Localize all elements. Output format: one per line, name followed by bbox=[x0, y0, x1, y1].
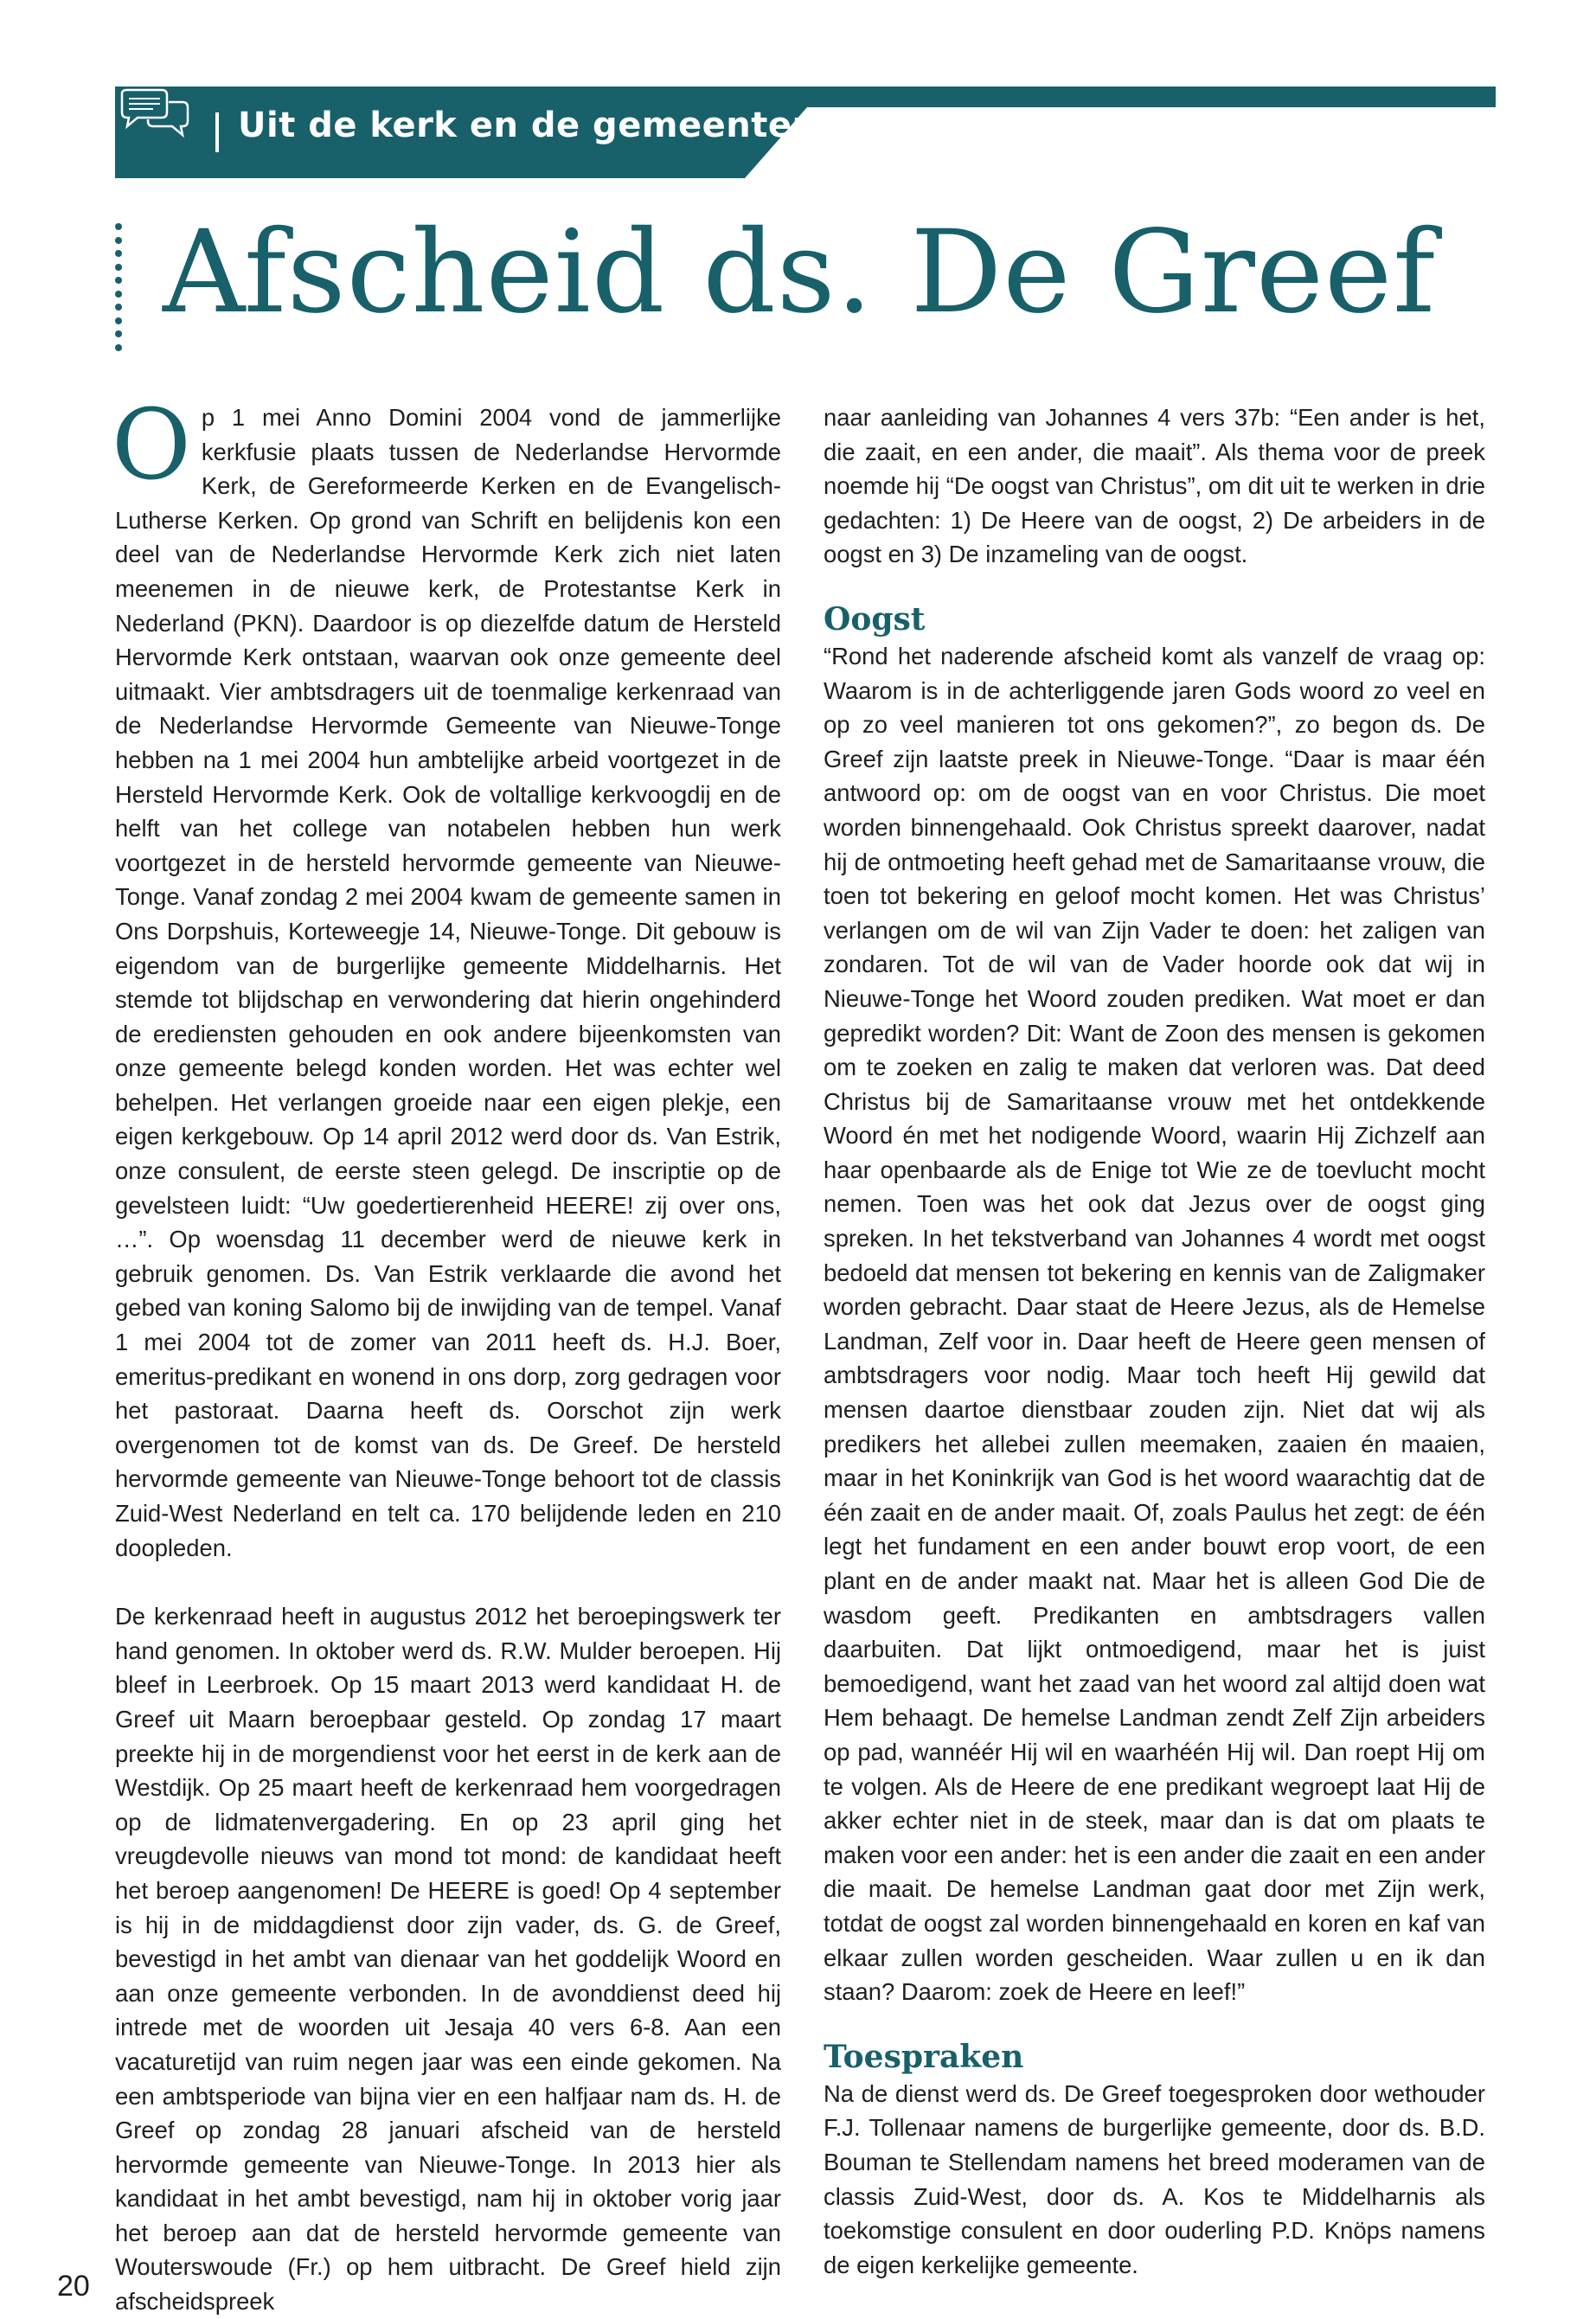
intro-paragraph bbox=[112, 389, 781, 1565]
oogst-paragraph: “Rond het naderende afscheid komt als vanzelf de vraag op: Waarom is in de achterliggende jaren Gods woord zo veel en op zo veel manieren tot ons gekomen?”, zo begon ds. De Greef zijn laatste preek in Nieuwe-Tonge. “Daar is maar één antwoord op: om de oogst van en voor Christus. Die moet worden binnengehaald. Ook Christus spreekt daarover, nadat hij de ontmoeting heeft gehad met de Samaritaanse vrouw, die toen tot bekering en geloof mocht komen. Het was Christus’ verlangen om de wil van Zijn Vader te doen: het zaligen van zondaren. Tot de wil van de Vader hoorde ook dat wij in Nieuwe-Tonge het Woord zouden prediken. Wat moet er dan gepredikt worden? Dit: Want de Zoon des mensen is gekomen om te zoeken en zalig te maken dat verloren was. Dat deed Christus bij de Samaritaanse vrouw met het ontdekkende Woord én met het nodigende Woord, waarin Hij Zichzelf aan haar openbaarde als de Enige tot Wie ze de toevlucht mocht nemen. Toen was het ook dat Jezus over de oogst ging spreken. In het tekstverband van Johannes 4 wordt met oogst bedoeld dat mensen tot bekering en kennis van de Zaligmaker worden gebracht. Daar staat de Heere Jezus, als de Hemelse Landman, Zelf voor in. Daar heeft de Heere geen mensen of ambtsdragers voor nodig. Maar toch heeft Hij gewild dat mensen daartoe dienstbaar zouden zijn. Niet dat wij als predikers het allebei zullen meemaken, zaaien én maaien, maar in het Koninkrijk van God is het woord waarachtig dat de één zaait en de ander maait. Of, zoals Paulus het zegt: de één legt het fundament en een ander bouwt erop voort, de een plant en de ander maakt nat. Maar het is alleen God Die de wasdom geeft. Predikanten en ambtsdragers vallen daarbuiten. Dat lijkt ontmoedigend, maar het is juist bemoedigend, want het zaad van het woord zal altijd doen wat Hem behaagt. De hemelse Landman zendt Zelf Zijn arbeiders op pad, wannéér Hij wil en waarhéén Hij wil. Dan roept Hij om te volgen. Als de Heere de ene predikant wegroept laat Hij de akker echter niet in de steek, maar dan is dat om plaats te maken voor een ander: het is een ander die zaait en een ander die maait. De hemelse Landman gaat door met Zijn werk, totdat de oogst zal worden binnengehaald en koren en kaf van elkaar zullen worden gescheiden. Waar zullen u en ik dan staan? Daarom: zoek de Heere en leef!” bbox=[824, 642, 1485, 2006]
header-separator bbox=[215, 112, 219, 152]
toespraken-paragraph: Na de dienst werd ds. De Greef toegesproken door wethouder F.J. Tollenaar namens de burgerlijke gemeente, door ds. B.D. Bouman te Stellendam namens het breed moderamen van de classis Zuid-West, door ds. A. Kos te Middelharnis als toekomstige consulent en door ouderling P.D. Knöps namens de eigen kerkelijke gemeente. bbox=[824, 2079, 1485, 2278]
speech-bubbles-icon bbox=[115, 86, 193, 138]
subheading-toespraken: Toespraken bbox=[824, 2038, 1024, 2075]
dropcap-letter: O bbox=[112, 389, 191, 502]
section-title: Uit de kerk en de gemeenten bbox=[238, 106, 817, 145]
section-header bbox=[115, 86, 1496, 178]
intro-text: p 1 mei Anno Domini 2004 vond de jammerlijke kerkfusie plaats tussen de Nederlandse Hervormde Kerk, de Gereformeerde Kerken en de Evangelisch-Lutherse Kerken. Op grond van Schrift en belijdenis kon een deel van de Nederlandse Hervormde Kerk zich niet laten meenemen in de nieuwe kerk, de Protestantse Kerk in Nederland (PKN). Daardoor is op diezelfde datum de Hersteld Hervormde Kerk ontstaan, waarvan ook onze gemeente deel uitmaakt. Vier ambtsdragers uit de toenmalige kerkenraad van de Nederlandse Hervormde Gemeente van Nieuwe-Tonge hebben na 1 mei 2004 hun ambtelijke arbeid voortgezet in de Hersteld Hervormde Kerk. Ook de voltallige kerkvoogdij en de helft van het college van notabelen hebben hun werk voortgezet in de hersteld hervormde gemeente van Nieuwe-Tonge. Vanaf zondag 2 mei 2004 kwam de gemeente samen in Ons Dorpshuis, Korteweegje 14, Nieuwe-Tonge. Dit gebouw is eigendom van de burgerlijke gemeente Middelharnis. Het stemde tot blijdschap en verwondering dat hierin ongehinderd de erediensten gehouden en ook andere bijeenkomsten van onze gemeente belegd konden worden. Het was echter wel behelpen. Het verlangen groeide naar een eigen plekje, een eigen kerkgebouw. Op 14 april 2012 werd door ds. Van Estrik, onze consulent, de eerste steen gelegd. De inscriptie op de gevelsteen luidt: “Uw goedertierenheid HEERE! zij over ons, …”. Op woensdag 11 december werd de nieuwe kerk in gebruik genomen. Ds. Van Estrik verklaarde die avond het gebed van koning Salomo bij de inwijding van de tempel. Vanaf 1 mei 2004 tot de zomer van 2011 heeft ds. H.J. Boer, emeritus-predikant en wonend in ons dorp, zorg gedragen voor het pastoraat. Daarna heeft ds. Oorschot zijn werk overgenomen tot de komst van ds. De Greef. De hersteld hervormde gemeente van Nieuwe-Tonge behoort tot de classis Zuid-West Nederland en telt ca. 170 belijdende leden en 210 doopleden. bbox=[115, 404, 781, 1561]
article-title: Afscheid ds. De Greef bbox=[163, 206, 1437, 339]
beroeping-paragraph: De kerkenraad heeft in augustus 2012 het beroepingswerk ter hand genomen. In oktober werd ds. R.W. Mulder beroepen. Hij bleef in Leerbroek. Op 15 maart 2013 werd kandidaat H. de Greef uit Maarn beroepbaar gesteld. Op zondag 17 maart preekte hij in de morgendienst voor het eerst in de kerk aan de Westdijk. Op 25 maart heeft de kerkenraad hem voorgedragen op de lidmatenvergadering. En op 23 april ging het vreugdevolle nieuws van mond tot mond: de kandidaat heeft het beroep aangenomen! De HEERE is goed! Op 4 september is hij in de middagdienst door zijn vader, ds. G. de Greef, bevestigd in het ambt van dienaar van het goddelijk Woord en aan onze gemeente verbonden. In de avonddienst deed hij intrede met de woorden uit Jesaja 40 vers 6-8. Aan een vacaturetijd van ruim negen jaar was een einde gekomen. Na een ambtsperiode van bijna vier en een halfjaar nam ds. H. de Greef op zondag 28 januari afscheid van de hersteld hervormde gemeente van Nieuwe-Tonge. In 2013 hier als kandidaat in het ambt bevestigd, nam hij in oktober vorig jaar het beroep aan dat de hersteld hervormde gemeente van Wouterswoude (Fr.) op hem uitbracht. De Greef hield zijn afscheidspreek bbox=[115, 1603, 781, 2316]
continuation-paragraph: naar aanleiding van Johannes 4 vers 37b: “Een ander is het, die zaait, en een ander, die maait”. Als thema voor de preek noemde hij “De oogst van Christus”, om dit uit te werken in drie gedachten: 1) De Heere van de oogst, 2) De arbeiders in de oogst en 3) De inzameling van de oogst. bbox=[824, 404, 1485, 568]
title-dot-divider bbox=[115, 223, 125, 362]
right-column bbox=[824, 400, 1485, 2282]
left-column bbox=[112, 389, 781, 2319]
page-number: 20 bbox=[57, 2270, 90, 2303]
subheading-oogst: Oogst bbox=[824, 600, 926, 637]
